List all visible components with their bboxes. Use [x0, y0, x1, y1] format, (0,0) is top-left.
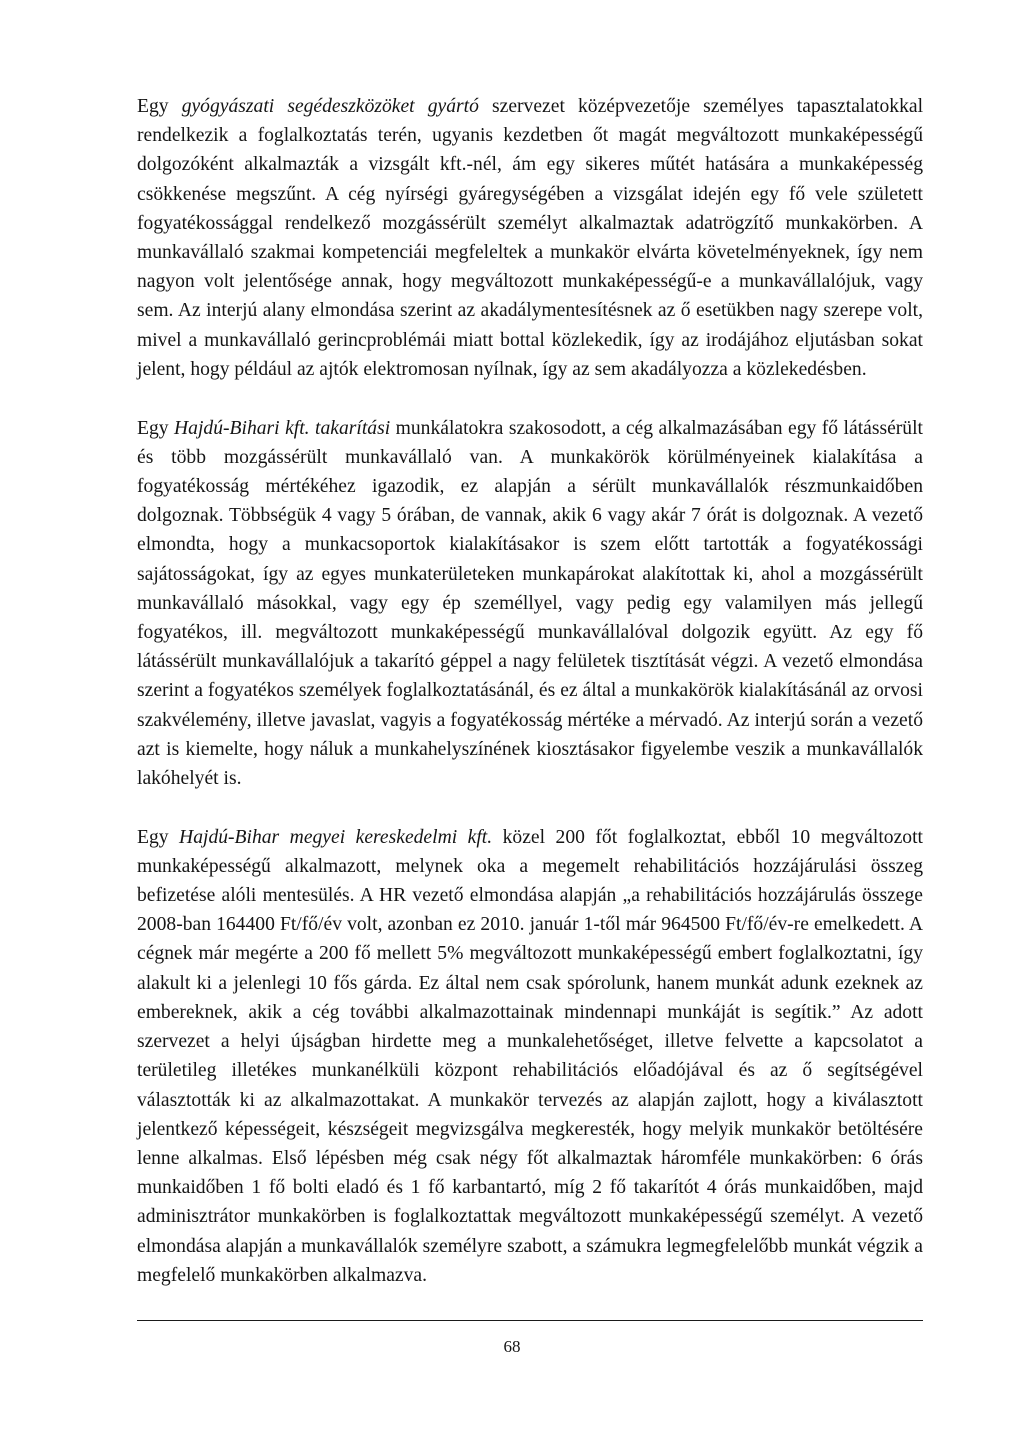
page-number: 68	[503, 1337, 521, 1356]
paragraph-1-segment-2: gyógyászati segédeszközöket gyártó	[181, 96, 479, 117]
paragraph-2-segment-3: munkálatokra szakosodott, a cég alkalmazásában egy fő látássérült és több mozgássérült munkavállaló van. A munkakörök körülményeinek kialakítása a fogyatékosság mértékéhez igazodik, ez alapján a sérült munkavállalók részmunkaidőben dolgoznak. Többségük 4 vagy 5 órában, de vannak, akik 6 vagy akár 7 órát is dolgoznak. A vezető elmondta, hogy a munkacsoportok kialakításakor is szem előtt tartották a fogyatékossági sajátosságokat, így az egyes munkaterületeken munkapárokat alakítottak ki, ahol a mozgássérült munkavállaló másokkal, vagy egy ép személlyel, vagy pedig egy valamilyen más jellegű fogyatékos, ill. megváltozott munkaképességű munkavállalóval dolgozik együtt. Az egy fő látássérült munkavállalójuk a takarító géppel a nagy felületek tisztítását végzi. A vezető elmondása szerint a fogyatékos személyek foglalkoztatásánál, és ez által a munkakörök kialakításánál az orvosi szakvélemény, illetve javaslat, vagyis a fogyatékosság mértéke a mérvadó. Az interjú során a vezető azt is kiemelte, hogy náluk a munkahelyszínének kiosztásakor figyelembe veszik a munkavállalók lakóhelyét is.	[137, 417, 923, 789]
body-text	[137, 92, 923, 1290]
paragraph-kereskedelmi	[137, 823, 923, 1290]
paragraph-3-segment-3: közel 200 főt foglalkoztat, ebből 10 megváltozott munkaképességű alkalmazott, melynek oka a megemelt rehabilitációs hozzájárulási összeg befizetése alóli mentesülés. A HR vezető elmondása alapján „a rehabilitációs hozzájárulás összege 2008-ban 164400 Ft/fő/év volt, azonban ez 2010. január 1-től már 964500 Ft/fő/év-re emelkedett. A cégnek már megérte a 200 fő mellett 5% megváltozott munkaképességű embert foglalkoztatni, így alakult ki a jelenlegi 10 fős gárda. Ez által nem csak spórolunk, hanem munkát adunk ezeknek az embereknek, akik a cég további alkalmazottainak mindennapi munkáját is segítik.” Az adott szervezet a helyi újságban hirdette meg a munkalehetőséget, illetve felvette a kapcsolatot a területileg illetékes munkanélküli központ rehabilitációs előadójával és az ő segítségével választották ki az alkalmazottakat. A munkakör tervezés az alapján zajlott, hogy a kiválasztott jelentkező képességeit, készségeit megvizsgálva megkeresték, hogy melyik munkakör betöltésére lenne alkalmas. Első lépésben még csak négy főt alkalmaztak háromféle munkakörben: 6 órás munkaidőben 1 fő bolti eladó és 1 fő karbantartó, míg 2 fő takarítót 4 órás munkaidőben, majd adminisztrátor munkakörben is foglalkoztattak megváltozott munkaképességű személyt. A vezető elmondása alapján a munkavállalók személyre szabott, a számukra legmegfelelőbb munkát végzik a megfelelő munkakörben alkalmazva.	[137, 826, 923, 1286]
paragraph-3-segment-2: Hajdú-Bihar megyei kereskedelmi kft.	[179, 826, 493, 848]
paragraph-1-segment-1: Egy	[137, 96, 182, 117]
paragraph-gyogyaszati	[137, 92, 923, 384]
paragraph-1-segment-3: szervezet középvezetője személyes tapasztalatokkal rendelkezik a foglalkoztatás terén, ugyanis kezdetben őt magát megváltozott munkaképességű dolgozóként alkalmazták a vizsgált kft.-nél, ám egy sikeres műtét hatására a munkaképesség csökkenése megszűnt. A cég nyírségi gyáregységében a vizsgálat idején egy fő vele született fogyatékossággal rendelkező mozgássérült személyt alkalmaztak adatrögzítő munkakörben. A munkavállaló szakmai kompetenciái megfeleltek a munkakör elvárta követelményeknek, így nem nagyon volt jelentősége annak, hogy megváltozott munkaképességű-e a munkavállalójuk, vagy sem. Az interjú alany elmondása szerint az akadálymentesítésnek az ő esetükben nagy szerepe volt, mivel a munkavállaló gerincproblémái miatt bottal közlekedik, így az irodájához eljutásban sokat jelent, hogy például az ajtók elektromosan nyílnak, így az sem akadályozza a közlekedésben.	[137, 96, 924, 380]
paragraph-2-segment-2: Hajdú-Bihari kft. takarítási	[174, 417, 391, 439]
paragraph-2-segment-1: Egy	[137, 417, 175, 439]
paragraph-takaritasi	[137, 414, 923, 794]
paragraph-3-segment-1: Egy	[137, 826, 180, 848]
footer-divider	[137, 1320, 923, 1321]
